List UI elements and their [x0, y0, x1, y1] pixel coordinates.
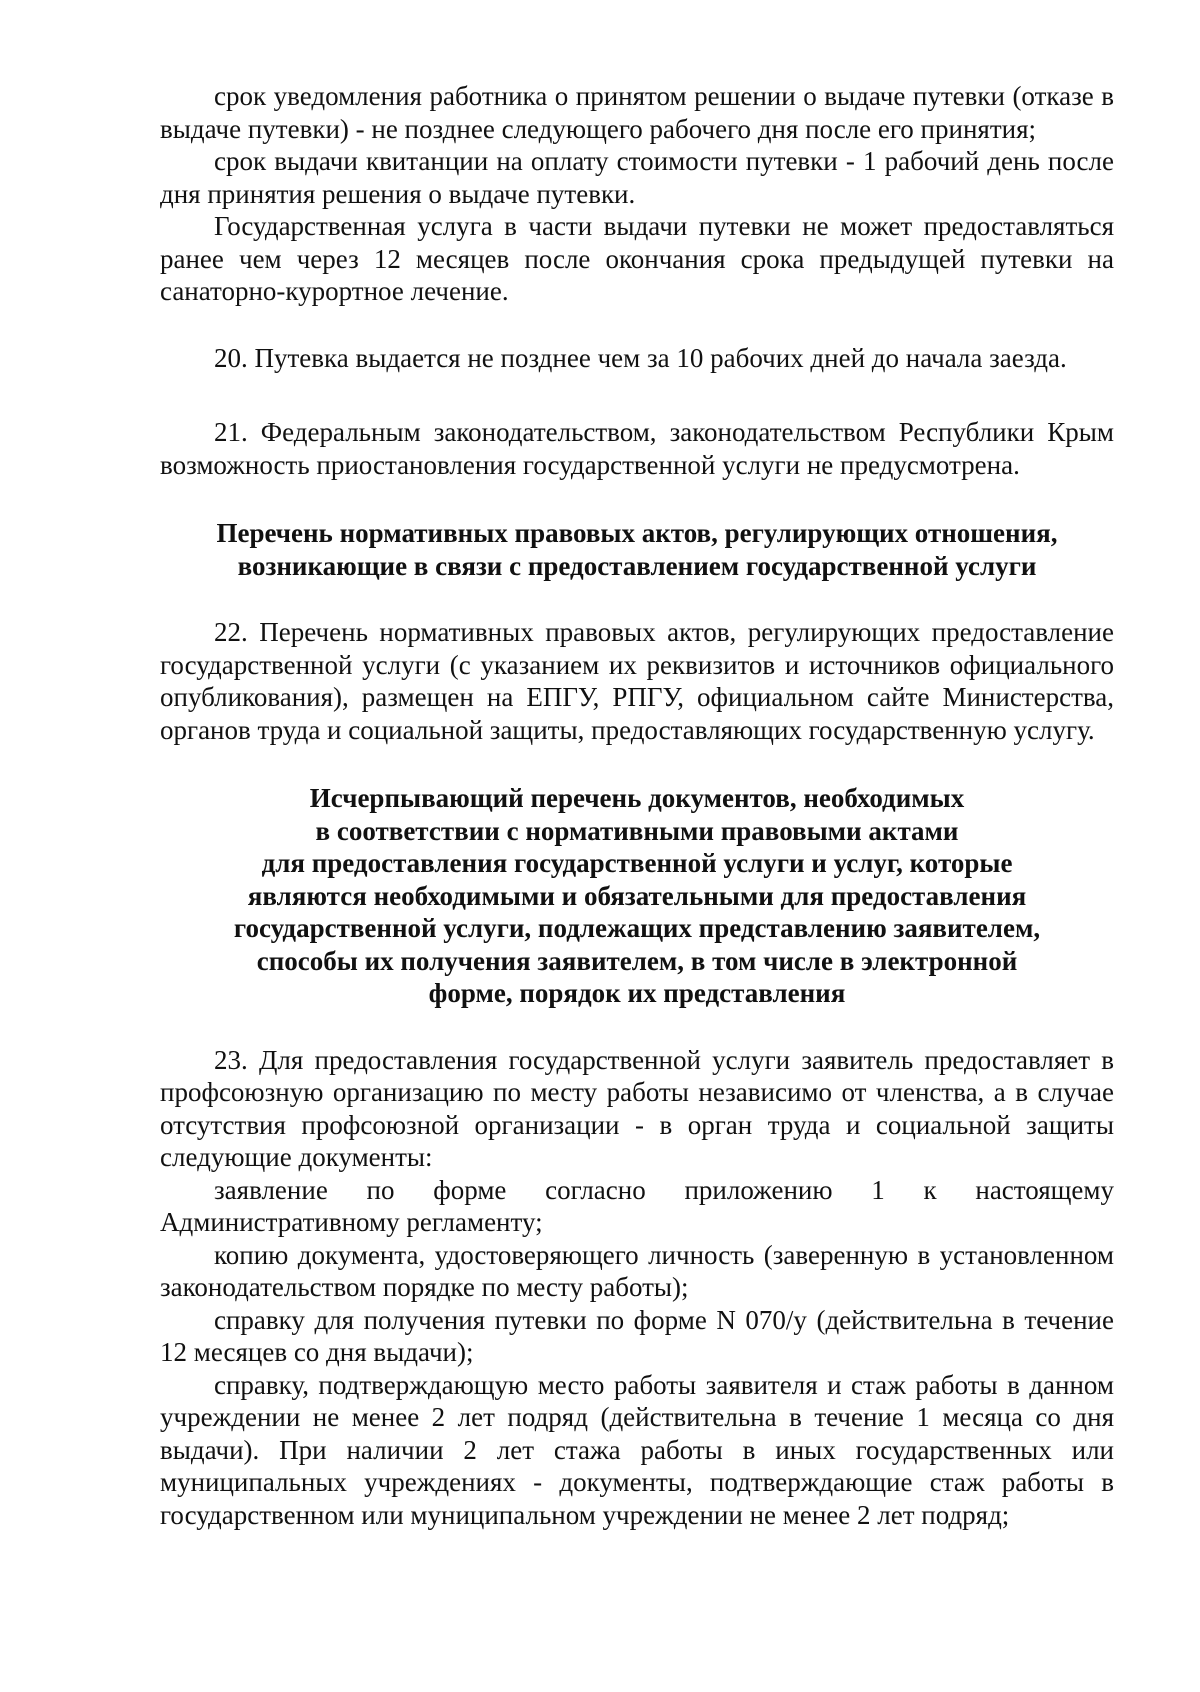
heading-line: Перечень нормативных правовых актов, регулирующих отношения, [216, 518, 1058, 548]
paragraph-notification-term: срок уведомления работника о принятом решении о выдаче путевки (отказе в выдаче путевки) - не позднее следующего рабочего дня после его принятия; [160, 81, 1114, 144]
document-body [160, 80, 1114, 1531]
list-item-medical-certificate: справку для получения путевки по форме N 070/у (действительна в течение 12 месяцев со дня выдачи); [160, 1304, 1114, 1367]
heading-line: способы их получения заявителем, в том числе в электронной [256, 945, 1018, 976]
heading-line: для предоставления государственной услуги и услуг, которые [261, 848, 1013, 878]
paragraph-repeat-limit: Государственная услуга в части выдачи путевки не может предоставляться ранее чем через 12 месяцев после окончания срока предыдущей путевки на санаторно-курортное лечение. [160, 211, 1114, 306]
paragraph-23: 23. Для предоставления государственной услуги заявитель предоставляет в профсоюзную организацию по месту работы независимо от членства, а в случае отсутствия профсоюзной организации - в орган труда и социальной защиты следующие документы: [160, 1044, 1114, 1172]
heading-line: форме, порядок их представления [428, 978, 846, 1008]
paragraph-20: 20. Путевка выдается не позднее чем за 10 рабочих дней до начала заезда. [214, 342, 1067, 373]
paragraph-22: 22. Перечень нормативных правовых актов, регулирующих предоставление государственной услуги (с указанием их реквизитов и источников официального опубликования), размещен на ЕПГУ, РПГУ, официальном сайте Министерства, органов труда и социальной защиты, предоставляющих государственную услугу. [160, 617, 1114, 745]
section-heading-legal-acts [160, 517, 1114, 582]
section-heading-documents [160, 782, 1114, 1010]
heading-line: в соответствии с нормативными правовыми актами [315, 815, 959, 846]
heading-line: Исчерпывающий перечень документов, необходимых [309, 783, 965, 813]
heading-line: являются необходимыми и обязательными для предоставления [247, 880, 1027, 911]
heading-line: возникающие в связи с предоставлением государственной услуги [237, 550, 1037, 581]
list-item-application: заявление по форме согласно приложению 1 к настоящему Административному регламенту; [160, 1174, 1114, 1237]
paragraph-receipt-term: срок выдачи квитанции на оплату стоимости путевки - 1 рабочий день после дня принятия решения о выдаче путевки. [160, 146, 1114, 209]
list-item-employment-certificate: справку, подтверждающую место работы заявителя и стаж работы в данном учреждении не менее 2 лет подряд (действительна в течение 1 месяца со дня выдачи). При наличии 2 лет стажа работы в иных государственных или муниципальных учреждениях - документы, подтверждающие стаж работы в государственном или муниципальном учреждении не менее 2 лет подряд; [160, 1369, 1114, 1530]
heading-line: государственной услуги, подлежащих представлению заявителем, [233, 913, 1041, 943]
paragraph-21: 21. Федеральным законодательством, законодательством Республики Крым возможность приостановления государственной услуги не предусмотрена. [160, 417, 1114, 480]
list-item-identity-copy: копию документа, удостоверяющего личность (заверенную в установленном законодательством порядке по месту работы); [160, 1239, 1114, 1302]
